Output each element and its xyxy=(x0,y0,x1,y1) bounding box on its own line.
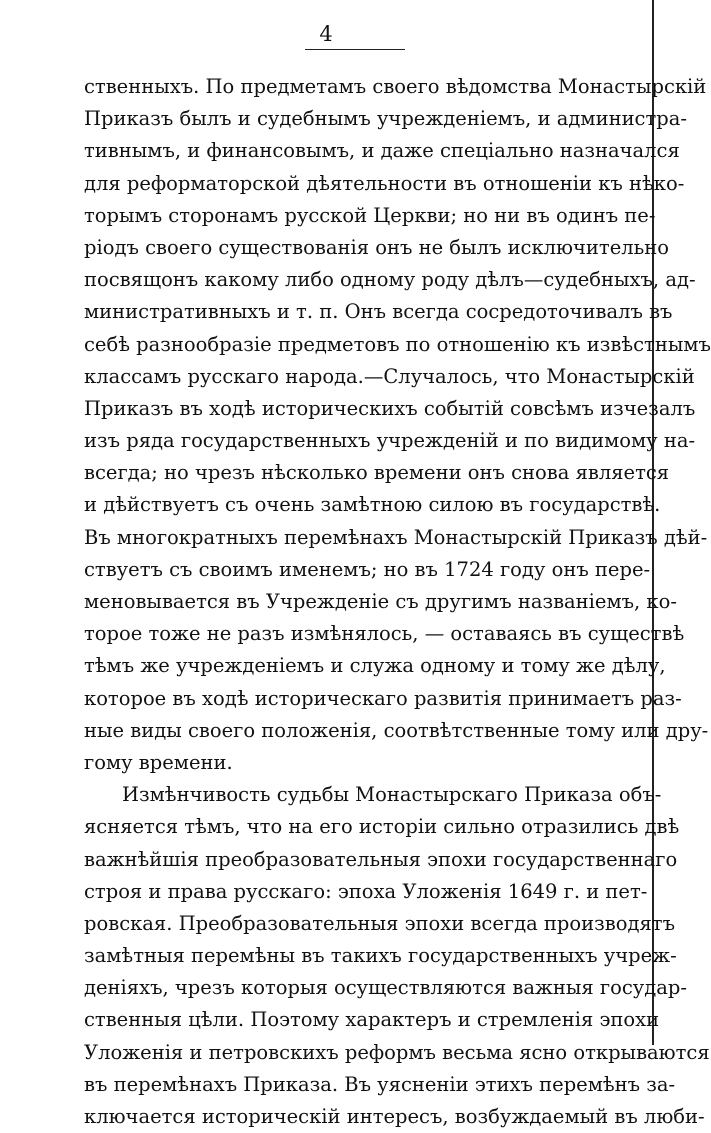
text-line: тивнымъ, и финансовымъ, и даже спеціально назначался xyxy=(84,139,680,163)
text-line: торымъ сторонамъ русской Церкви; но ни въ одинъ пе- xyxy=(84,203,656,227)
text-line: важнѣйшія преобразовательныя эпохи государственнаго xyxy=(84,847,678,871)
text-line: ровская. Преобразовательныя эпохи всегда производятъ xyxy=(84,911,675,935)
text-line: замѣтныя перемѣны въ такихъ государственныхъ учреж- xyxy=(84,944,677,968)
text-line: ственныя цѣли. Поэтому характеръ и стремленія эпохи xyxy=(84,1008,660,1032)
text-line: Приказъ въ ходѣ историческихъ событій совсѣмъ изчезалъ xyxy=(84,396,696,420)
text-line: деніяхъ, чрезъ которыя осуществляются важныя государ- xyxy=(84,976,687,1000)
paragraph-1 xyxy=(84,71,711,779)
text-line: посвящонъ какому либо одному роду дѣлъ—судебныхъ, ад- xyxy=(84,268,696,292)
page-header xyxy=(0,22,652,46)
text-line: себѣ разнообразіе предметовъ по отношенію къ извѣстнымъ xyxy=(84,332,711,356)
text-line: и дѣйствуетъ съ очень замѣтною силою въ государствѣ. xyxy=(84,493,661,517)
text-line: строя и права русскаго: эпоха Уложенія 1649 г. и пет- xyxy=(84,879,648,903)
text-line: Приказъ былъ и судебнымъ учрежденіемъ, и администра- xyxy=(84,107,687,131)
text-line: меновывается въ Учрежденіе съ другимъ названіемъ, ко- xyxy=(84,590,677,613)
text-line: ясняется тѣмъ, что на его исторіи сильно отразились двѣ xyxy=(84,815,680,839)
paragraph-2 xyxy=(84,779,710,1133)
text-line: Уложенія и петровскихъ реформъ весьма ясно открываются xyxy=(84,1040,710,1064)
text-line: изъ ряда государственныхъ учрежденій и по видимому на- xyxy=(84,429,696,453)
text-line: которое въ ходѣ историческаго развитія принимаетъ раз- xyxy=(84,686,682,710)
text-line: торое тоже не разъ измѣнялось, — оставаясь въ существѣ xyxy=(84,622,685,646)
text-line: въ перемѣнахъ Приказа. Въ уясненіи этихъ перемѣнъ за- xyxy=(84,1072,676,1096)
text-line: ственныхъ. По предметамъ своего вѣдомства Монастырскій xyxy=(84,75,707,98)
text-line: классамъ русскаго народа.—Случалось, что Монастырскій xyxy=(84,364,695,388)
text-line: Въ многократныхъ перемѣнахъ Монастырскій Приказъ дѣй- xyxy=(84,525,708,549)
body-text xyxy=(84,71,711,1133)
text-line: ключается историческій интересъ, возбуждаемый въ люби- xyxy=(84,1105,705,1128)
text-line: гому времени. xyxy=(84,750,233,774)
text-line: тѣмъ же учрежденіемъ и служа одному и тому же дѣлу, xyxy=(84,654,666,678)
page-number: 4 xyxy=(319,22,333,46)
text-line: Измѣнчивость судьбы Монастырскаго Приказа объ- xyxy=(122,783,662,807)
text-line: всегда; но чрезъ нѣсколько времени онъ снова является xyxy=(84,461,670,485)
text-line: ствуетъ съ своимъ именемъ; но въ 1724 году онъ пере- xyxy=(84,557,651,581)
text-line: для реформаторской дѣятельности въ отношеніи къ нѣко- xyxy=(84,171,685,195)
header-rule xyxy=(305,49,405,50)
text-line: министративныхъ и т. п. Онъ всегда сосредоточивалъ въ xyxy=(84,300,673,324)
text-line: ные виды своего положенія, соотвѣтственные тому или дру- xyxy=(84,718,709,742)
text-line: ріодъ своего существованія онъ не былъ исключительно xyxy=(84,235,669,259)
